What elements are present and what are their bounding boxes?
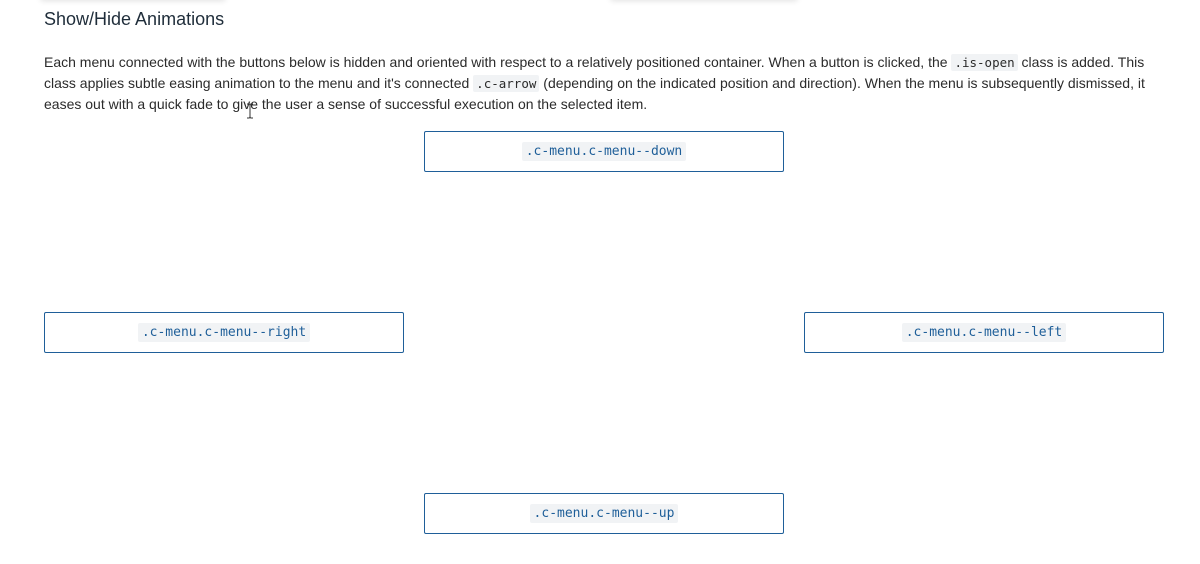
c-arrow-code: .c-arrow — [473, 75, 539, 92]
menu-left-button[interactable] — [804, 312, 1164, 353]
menu-right-button-label: .c-menu.c-menu--right — [138, 323, 310, 342]
menu-right-button[interactable] — [44, 312, 404, 353]
section-title: Show/Hide Animations — [44, 9, 225, 29]
menu-down-button[interactable] — [424, 131, 784, 172]
description-text: Each menu connected with the buttons below is hidden and oriented with respect to a relatively positioned container. When a button is clicked, the — [44, 54, 952, 70]
section-description — [44, 52, 1168, 114]
menu-up-button-label: .c-menu.c-menu--up — [530, 504, 679, 523]
is-open-code: .is-open — [951, 54, 1017, 71]
description-text: (depending on the indicated position and direction). When the menu is subsequently dismissed, it eases out with a quick fade to give the user a sense of successful execution on the selected item. — [44, 75, 1145, 112]
menu-up-button[interactable] — [424, 493, 784, 534]
text-cursor-icon — [246, 103, 254, 119]
menu-left-button-label: .c-menu.c-menu--left — [902, 323, 1067, 342]
description-text: class is added. This class applies subtle easing animation to the menu and it's connected — [44, 54, 1145, 91]
menu-down-button-label: .c-menu.c-menu--down — [522, 142, 687, 161]
